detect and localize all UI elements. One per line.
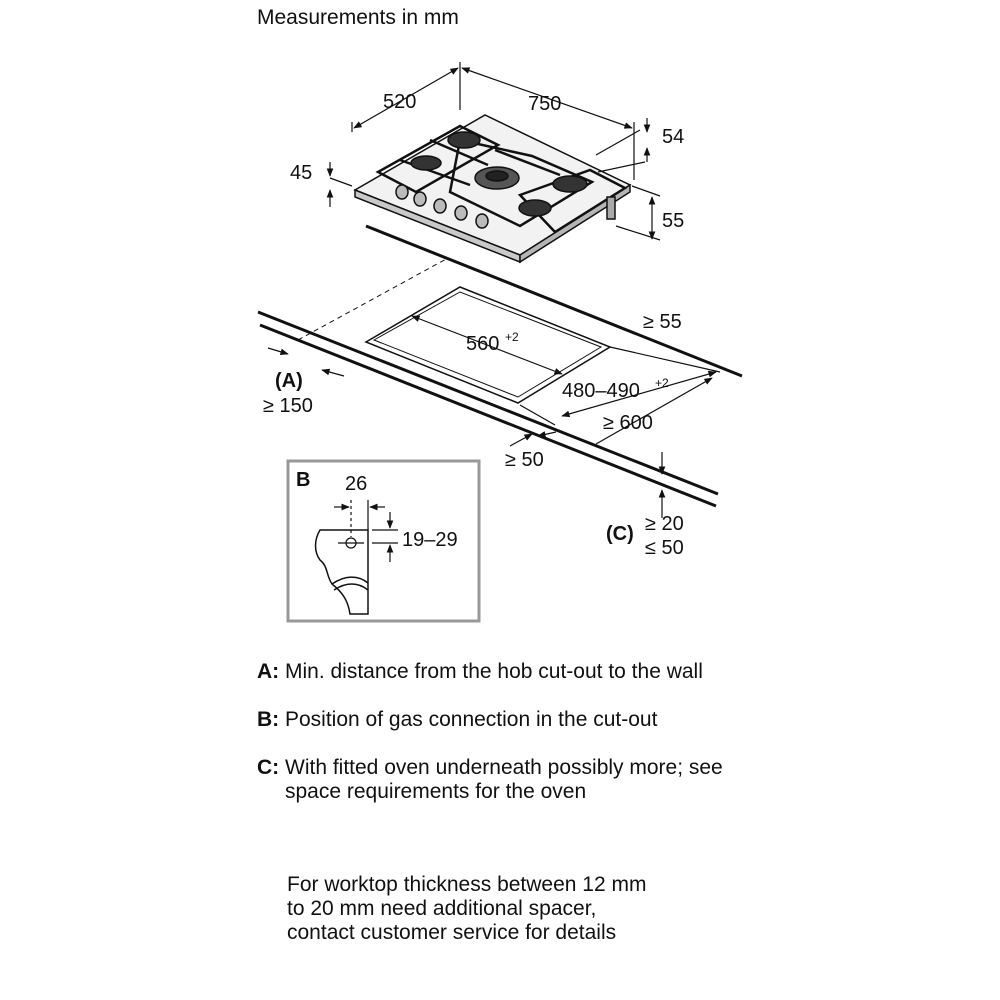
legend-text: Min. distance from the hob cut-out to the wall bbox=[285, 660, 703, 683]
hob-illustration bbox=[355, 115, 630, 262]
front-gap-label: ≥ 50 bbox=[505, 449, 544, 471]
legend-text: With fitted oven underneath possibly more; see space requirements for the oven bbox=[285, 756, 723, 803]
cutout-width-label: 560 bbox=[466, 333, 500, 355]
legend-item-b bbox=[257, 708, 957, 732]
worktop-depth-label: ≥ 600 bbox=[603, 412, 653, 434]
oven-gap-min-label: ≥ 20 bbox=[645, 513, 684, 535]
detail-b-key: B bbox=[296, 469, 311, 491]
legend-item-c bbox=[257, 756, 957, 804]
gas-connector bbox=[607, 197, 615, 219]
cutout-depth-tolerance: +2 bbox=[655, 376, 669, 390]
diagram-title: Measurements in mm bbox=[257, 6, 459, 29]
wall-gap-label: ≥ 150 bbox=[263, 395, 313, 417]
detail-b-width-label: 26 bbox=[345, 473, 368, 495]
spacer-note: For worktop thickness between 12 mm to 20 mm need additional spacer, contact customer service for details bbox=[287, 873, 647, 944]
cutout-width-tolerance: +2 bbox=[505, 330, 519, 344]
legend-key: B: bbox=[257, 708, 280, 731]
width-label: 750 bbox=[528, 93, 562, 115]
detail-b-height-label: 19–29 bbox=[402, 529, 458, 551]
rear-gap-label: ≥ 55 bbox=[643, 311, 682, 333]
depth-label: 520 bbox=[383, 91, 417, 113]
edge-height-label: 45 bbox=[290, 162, 313, 184]
legend-item-a bbox=[257, 660, 957, 684]
cutout-depth-label: 480–490 bbox=[562, 380, 640, 402]
legend-key: C: bbox=[257, 756, 280, 779]
legend bbox=[257, 660, 957, 828]
legend-text: Position of gas connection in the cut-out bbox=[285, 708, 658, 731]
legend-key: A: bbox=[257, 660, 280, 683]
oven-gap-max-label: ≤ 50 bbox=[645, 537, 684, 559]
oven-key-label: (C) bbox=[606, 523, 634, 545]
top-height-label: 54 bbox=[662, 126, 685, 148]
total-height-label: 55 bbox=[662, 210, 685, 232]
wall-key-label: (A) bbox=[275, 370, 303, 392]
